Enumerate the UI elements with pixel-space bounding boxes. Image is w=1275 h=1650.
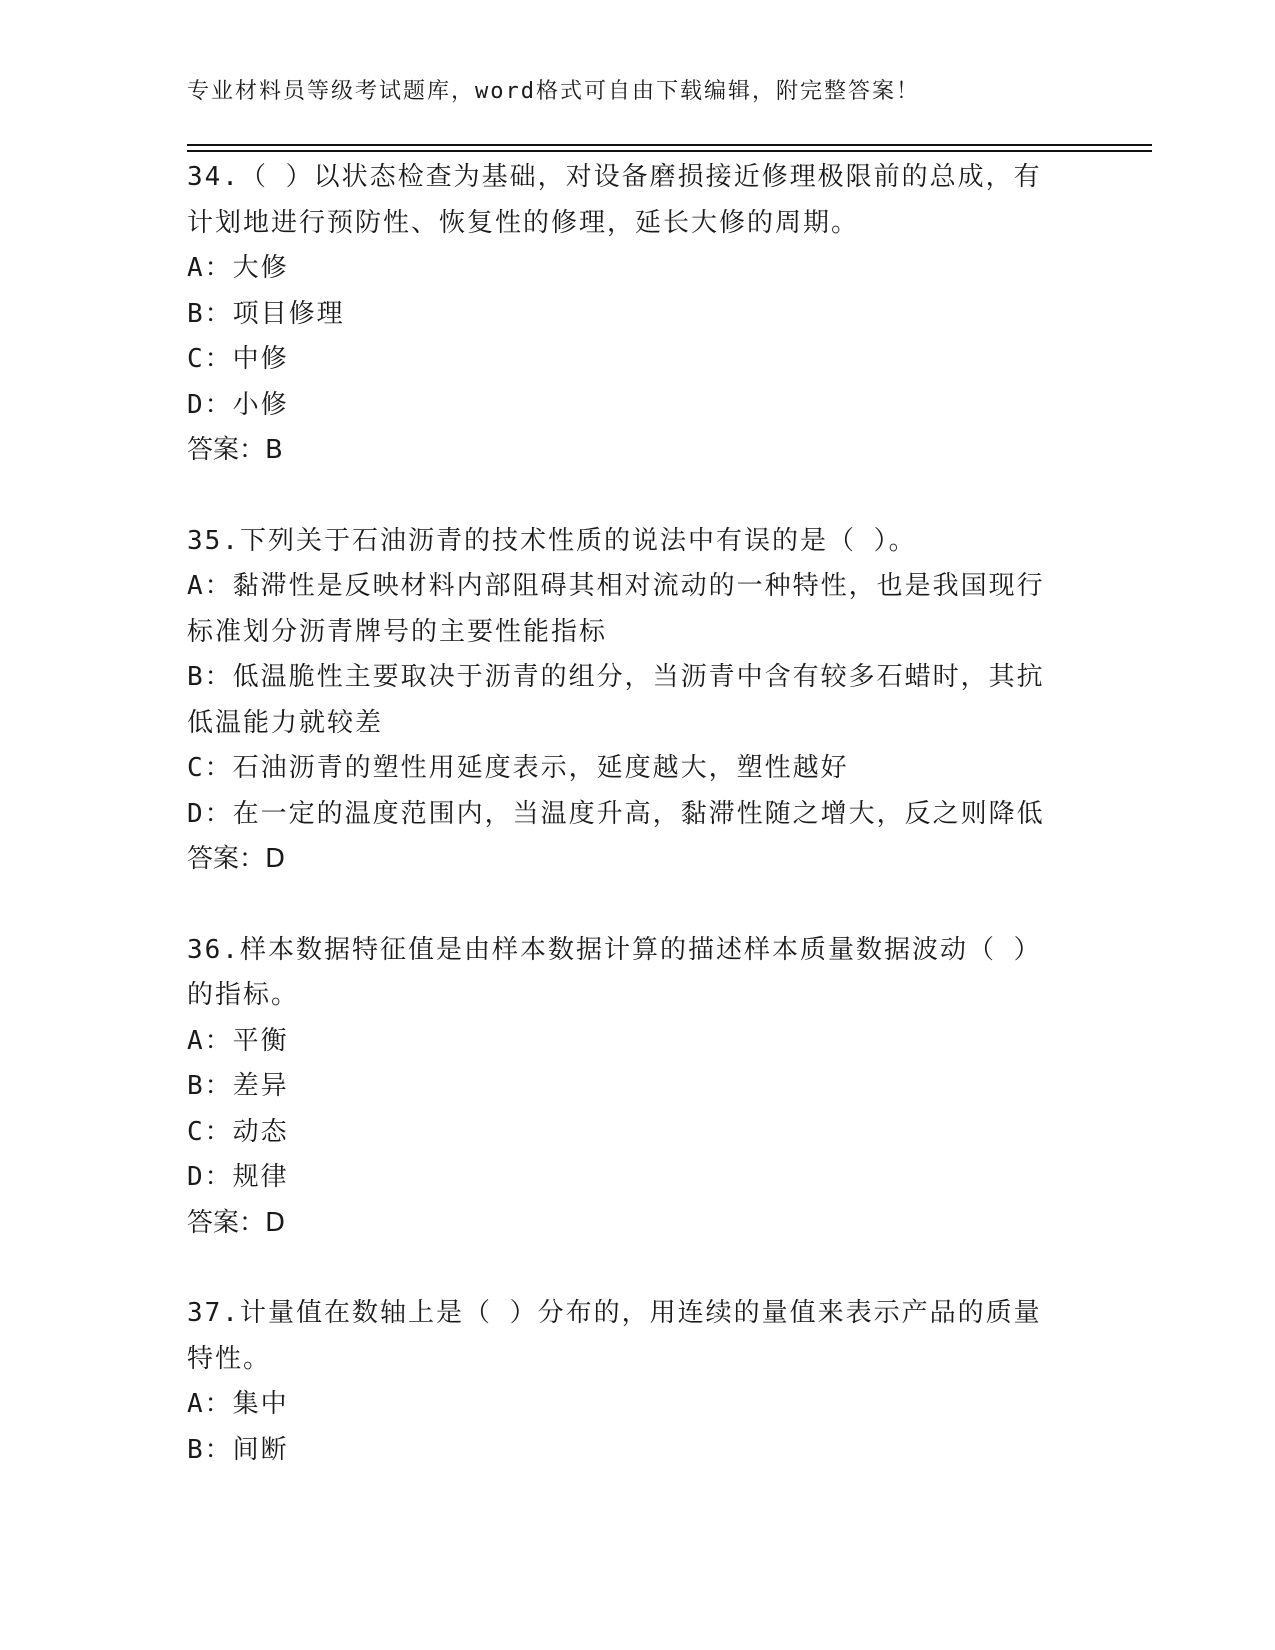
option-b-continued: 低温能力就较差 [187, 707, 384, 738]
option-b: B：差异 [187, 1071, 289, 1101]
option-b: B：间断 [187, 1434, 289, 1465]
question-37 [187, 1291, 1087, 1473]
header-divider-top [187, 144, 1152, 146]
header-divider-bottom [187, 150, 1152, 152]
option-c: C：石油沥青的塑性用延度表示，延度越大，塑性越好 [187, 753, 849, 783]
answer-line: 答案：B [187, 435, 283, 465]
option-a: A：平衡 [187, 1025, 289, 1056]
question-stem: 35.下列关于石油沥青的技术性质的说法中有误的是（ ）。 [187, 525, 917, 556]
question-list [187, 155, 1087, 1473]
question-stem: 36.样本数据特征值是由样本数据计算的描述样本质量数据波动（ ） [187, 934, 1042, 965]
question-stem: 34.（ ）以状态检查为基础，对设备磨损接近修理极限前的总成，有 [187, 162, 1042, 192]
question-stem: 37.计量值在数轴上是（ ）分布的，用连续的量值来表示产品的质量 [187, 1298, 1042, 1328]
option-d: D：规律 [187, 1162, 289, 1192]
answer-line: 答案：D [187, 844, 286, 874]
option-c: C：中修 [187, 344, 289, 374]
question-stem: 特性。 [187, 1343, 272, 1374]
question-34 [187, 155, 1087, 474]
option-a: A：集中 [187, 1389, 289, 1419]
option-a: A：黏滞性是反映材料内部阻碍其相对流动的一种特性，也是我国现行 [187, 571, 1045, 601]
option-d: D：在一定的温度范围内，当温度升高，黏滞性随之增大，反之则降低 [187, 798, 1045, 829]
question-35 [187, 519, 1087, 883]
question-stem: 的指标。 [187, 980, 300, 1010]
option-a-continued: 标准划分沥青牌号的主要性能指标 [187, 616, 608, 647]
option-d: D：小修 [187, 389, 289, 420]
question-stem: 计划地进行预防性、恢复性的修理，延长大修的周期。 [187, 207, 860, 238]
question-36 [187, 928, 1087, 1247]
option-c: C：动态 [187, 1116, 289, 1147]
option-a: A：大修 [187, 253, 289, 283]
option-b: B：低温脆性主要取决于沥青的组分，当沥青中含有较多石蜡时，其抗 [187, 662, 1045, 692]
option-b: B：项目修理 [187, 298, 345, 329]
page-header: 专业材料员等级考试题库，word格式可自由下载编辑，附完整答案！ [187, 79, 920, 104]
answer-line: 答案：D [187, 1207, 286, 1238]
